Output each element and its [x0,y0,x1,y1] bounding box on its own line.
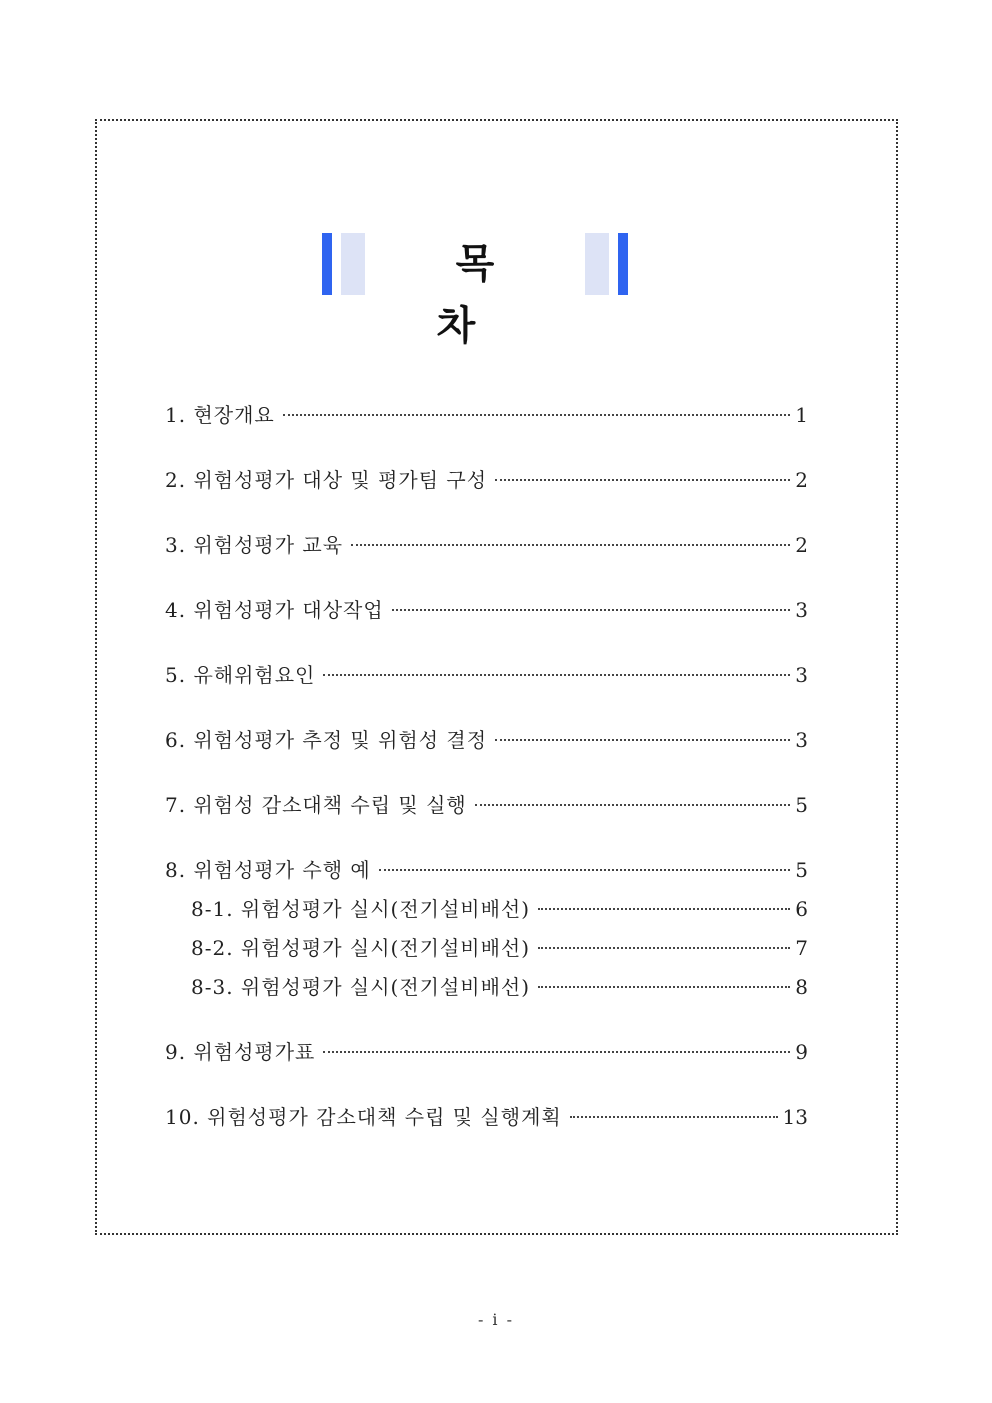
toc-entry-page: 8 [795,975,808,999]
toc-entry-page: 13 [782,1105,808,1129]
toc-entry[interactable] [165,656,808,695]
toc-entry[interactable] [165,396,808,435]
toc-entry-page: 1 [795,403,808,427]
toc-entry-label: 9. 위험성평가표 [165,1040,316,1064]
toc-subentry[interactable] [165,929,808,968]
toc-entry-page: 5 [795,793,808,817]
toc-dot-leader [538,986,790,988]
toc-entry[interactable] [165,461,808,500]
toc-dot-leader [323,1051,790,1053]
title-left-accent-bar [322,233,332,295]
title-right-light-bar [585,233,609,295]
toc-dot-leader [495,739,790,741]
toc-dot-leader [538,908,790,910]
toc-entry-label: 8-2. 위험성평가 실시(전기설비배선) [191,936,531,960]
toc-entry-label: 1. 현장개요 [165,403,275,427]
toc-dot-leader [351,544,790,546]
title-left-light-bar [341,233,365,295]
toc-entry-page: 2 [795,468,808,492]
toc-dot-leader [570,1116,778,1118]
toc-entry[interactable] [165,526,808,565]
toc-entry-page: 9 [795,1040,808,1064]
toc-entry-page: 3 [795,663,808,687]
toc-subentry[interactable] [165,890,808,929]
toc-entry[interactable] [165,851,808,890]
toc-entry-label: 6. 위험성평가 추정 및 위험성 결정 [165,728,488,752]
table-of-contents [165,396,808,1137]
toc-dot-leader [379,869,791,871]
toc-dot-leader [323,674,790,676]
toc-entry-page: 3 [795,728,808,752]
toc-entry-page: 6 [795,897,808,921]
toc-entry-label: 8-3. 위험성평가 실시(전기설비배선) [191,975,531,999]
toc-subentry[interactable] [165,968,808,1007]
toc-entry[interactable] [165,591,808,630]
title-right-accent-bar [618,233,628,295]
toc-entry-label: 3. 위험성평가 교육 [165,533,344,557]
toc-entry-label: 7. 위험성 감소대책 수립 및 실행 [165,793,467,817]
toc-entry-label: 8. 위험성평가 수행 예 [165,858,371,882]
toc-entry-label: 2. 위험성평가 대상 및 평가팀 구성 [165,468,488,492]
toc-entry-page: 5 [795,858,808,882]
toc-entry-label: 10. 위험성평가 감소대책 수립 및 실행계획 [165,1105,562,1129]
toc-entry-page: 2 [795,533,808,557]
toc-entry-label: 4. 위험성평가 대상작업 [165,598,384,622]
toc-entry-page: 3 [795,598,808,622]
toc-entry-label: 5. 유해위험요인 [165,663,316,687]
page-number-footer: - i - [477,1310,515,1329]
toc-entry-page: 7 [795,936,808,960]
toc-dot-leader [538,947,790,949]
toc-dot-leader [495,479,790,481]
toc-dot-leader [283,414,791,416]
title-block [322,233,628,349]
toc-entry[interactable] [165,721,808,760]
toc-entry[interactable] [165,1033,808,1072]
toc-dot-leader [475,804,791,806]
toc-entry[interactable] [165,786,808,825]
toc-entry[interactable] [165,1098,808,1137]
toc-entry-label: 8-1. 위험성평가 실시(전기설비배선) [191,897,531,921]
toc-dot-leader [392,609,791,611]
page-title: 목 차 [436,241,533,349]
